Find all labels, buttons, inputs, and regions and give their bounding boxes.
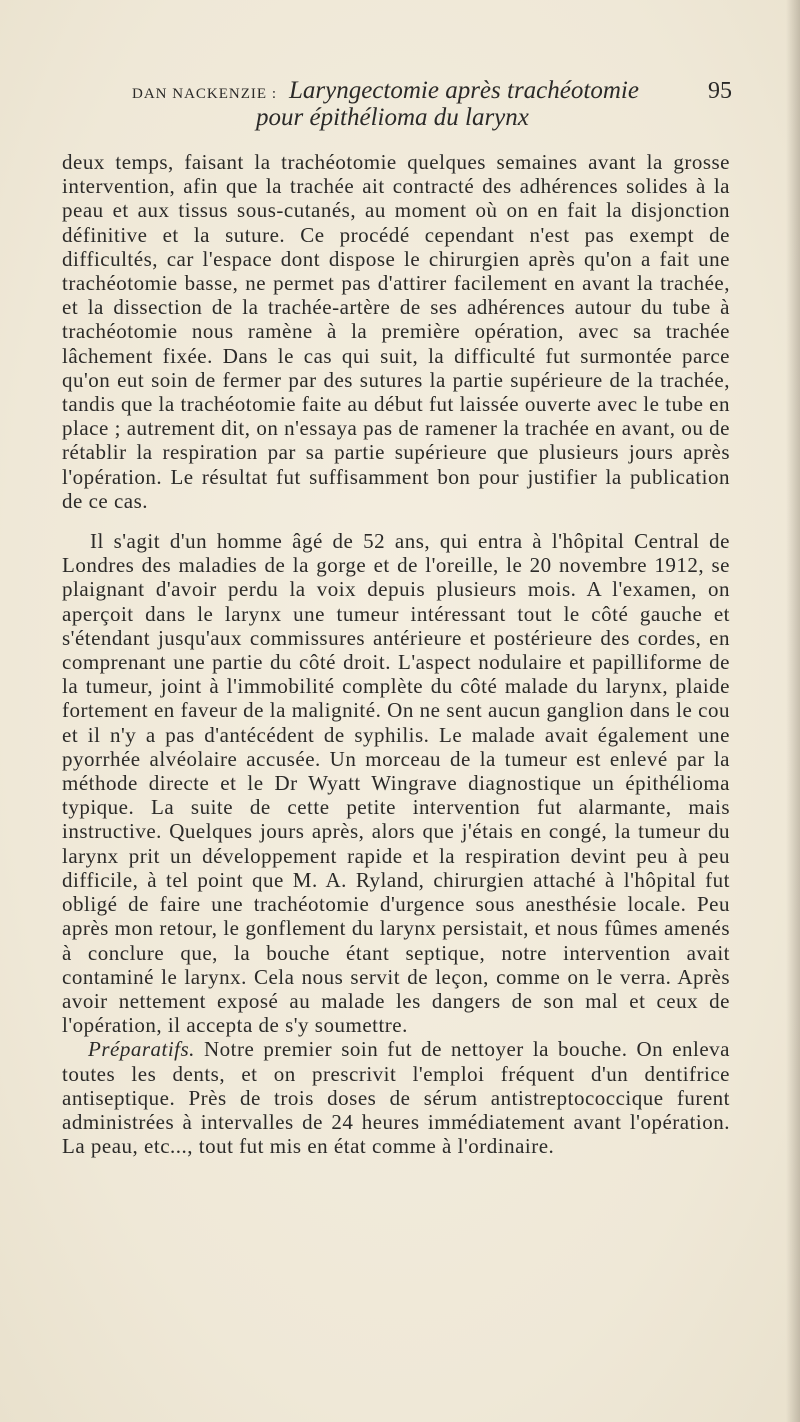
running-header — [62, 76, 730, 134]
paragraph-2: Il s'agit d'un homme âgé de 52 ans, qui entra à l'hôpital Central de Londres des maladies de la gorge et de l'oreille, le 20 novembre 1912, se plaignant d'avoir perdu la voix depuis plusieurs mois. A l'examen, on aperçoit dans le larynx une tumeur intéressant tout le côté gauche et s'étendant jusqu'aux commissures antérieure et postérieure des cordes, en comprenant une partie du côté droit. L'aspect nodulaire et papilliforme de la tumeur, joint à l'immobilité complète du côté malade du larynx, plaide fortement en faveur de la malignité. On ne sent aucun ganglion dans le cou et il n'y a pas d'antécédent de syphilis. Le malade avait également une pyorrhée alvéolaire accusée. Un morceau de la tumeur est enlevé par la méthode directe et le Dr Wyatt Wingrave diagnostique un épithélioma typique. La suite de cette petite intervention fut alarmante, mais instructive. Quelques jours après, alors que j'étais en congé, la tumeur du larynx prit un développement rapide et la respiration devint peu à peu difficile, à tel point que M. A. Ryland, chirurgien attaché à l'hôpital fut obligé de faire une trachéotomie d'urgence sous anesthésie locale. Peu après mon retour, le gonflement du larynx persistait, et nous fûmes amenés à conclure que, la bouche étant septique, notre intervention avait contaminé le larynx. Cela nous servit de leçon, comme on le verra. Après avoir nettement exposé au malade les dangers de son mal et ceux de l'opération, il accepta de s'y soumettre. — [62, 529, 730, 1038]
page-number: 95 — [708, 78, 732, 104]
runin-heading: Préparatifs. — [88, 1037, 195, 1062]
paragraph-1: deux temps, faisant la trachéotomie quelques semaines avant la grosse intervention, afin que la trachée ait contracté des adhérences solides à la peau et aux tissus sous-cutanés, au moment où on en fait la disjonction définitive et la suture. Ce procédé cependant n'est pas exempt de difficultés, car l'espace dont dispose le chirurgien après qu'on a fait une trachéotomie basse, ne permet pas d'attirer facilement en avant la trachée, et la dissection de la trachée-artère de ses adhérences autour du tube à trachéotomie nous ramène à la première opération, avec sa trachée lâchement fixée. Dans le cas qui suit, la difficulté fut surmontée parce qu'on eut soin de fermer par des sutures la partie supérieure de la trachée, tandis que la trachéotomie faite au début fut laissée ouverte avec le tube en place ; autrement dit, on n'essaya pas de ramener la trachée en avant, ou de rétablir la respiration par sa partie supérieure que plusieurs jours après l'opération. Le résultat fut suffisamment bon pour justifier la publication de ce cas. — [62, 150, 730, 513]
body-text — [62, 150, 730, 1158]
header-title-2: pour épithélioma du larynx — [256, 104, 529, 131]
book-page — [62, 76, 730, 1158]
header-line-1 — [132, 76, 730, 106]
page-edge-shadow — [786, 0, 800, 1422]
paragraph-3 — [62, 1037, 730, 1158]
header-author: DAN NACKENZIE : — [132, 86, 277, 102]
header-title-1: Laryngectomie après trachéotomie — [288, 77, 639, 104]
paragraph-3-text: Notre premier soin fut de nettoyer la bouche. On enleva toutes les dents, et on prescrivit l'emploi fréquent d'un dentifrice antiseptique. Près de trois doses de sérum antistreptococcique furent administrées à intervalles de 24 heures immédiatement avant l'opération. La peau, etc..., tout fut mis en état comme à l'ordinaire. — [62, 1037, 730, 1159]
